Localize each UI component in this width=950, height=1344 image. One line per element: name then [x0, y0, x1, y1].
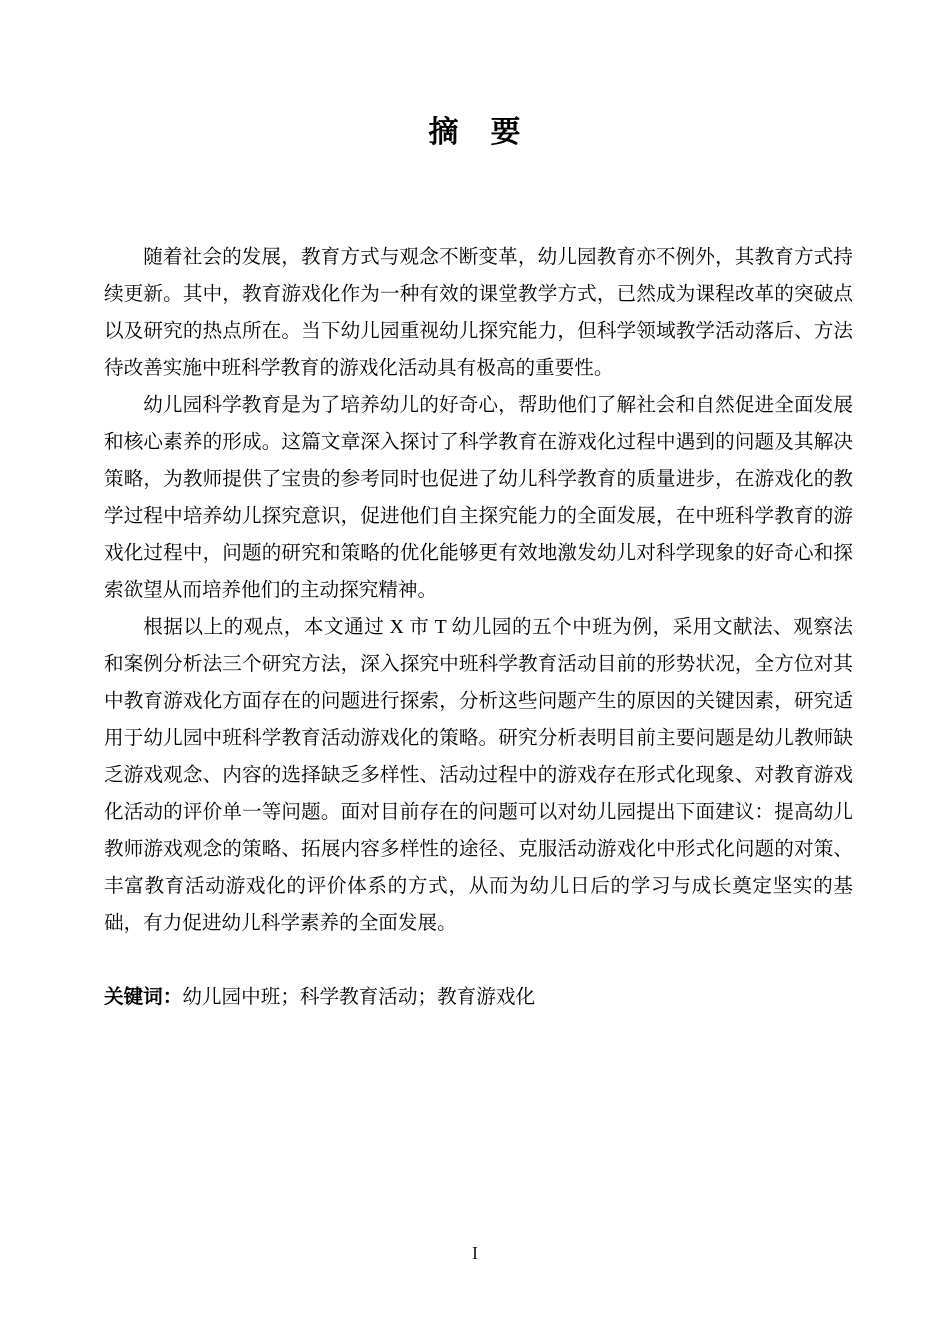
- page-number: I: [472, 1243, 478, 1263]
- keywords-text: 幼儿园中班；科学教育活动；教育游戏化: [182, 987, 536, 1008]
- abstract-body: [104, 239, 853, 942]
- keywords-line: [104, 979, 853, 1016]
- abstract-title: 摘 要: [428, 116, 522, 149]
- abstract-paragraph-2: 幼儿园科学教育是为了培养幼儿的好奇心，帮助他们了解社会和自然促进全面发展和核心素养的形成。这篇文章深入探讨了科学教育在游戏化过程中遇到的问题及其解决策略，为教师提供了宝贵的参考同时也促进了幼儿科学教育的质量进步，在游戏化的教学过程中培养幼儿探究意识，促进他们自主探究能力的全面发展，在中班科学教育的游戏化过程中，问题的研究和策略的优化能够更有效地激发幼儿对科学现象的好奇心和探索欲望从而培养他们的主动探究精神。: [104, 395, 853, 601]
- abstract-paragraph-3: 根据以上的观点，本文通过 X 市 T 幼儿园的五个中班为例，采用文献法、观察法和案例分析法三个研究方法，深入探究中班科学教育活动目前的形势状况，全方位对其中教育游戏化方面存在的问题进行探索，分析这些问题产生的原因的关键因素，研究适用于幼儿园中班科学教育活动游戏化的策略。研究分析表明目前主要问题是幼儿教师缺乏游戏观念、内容的选择缺乏多样性、活动过程中的游戏存在形式化现象、对教育游戏化活动的评价单一等问题。面对目前存在的问题可以对幼儿园提出下面建议：提高幼儿教师游戏观念的策略、拓展内容多样性的途径、克服活动游戏化中形式化问题的对策、丰富教育活动游戏化的评价体系的方式，从而为幼儿日后的学习与成长奠定坚实的基础，有力促进幼儿科学素养的全面发展。: [104, 617, 853, 934]
- keywords-label: 关键词：: [104, 986, 183, 1008]
- abstract-paragraph-1: 随着社会的发展，教育方式与观念不断变革，幼儿园教育亦不例外，其教育方式持续更新。其中，教育游戏化作为一种有效的课堂教学方式，已然成为课程改革的突破点以及研究的热点所在。当下幼儿园重视幼儿探究能力，但科学领域教学活动落后、方法待改善实施中班科学教育的游戏化活动具有极高的重要性。: [104, 247, 853, 379]
